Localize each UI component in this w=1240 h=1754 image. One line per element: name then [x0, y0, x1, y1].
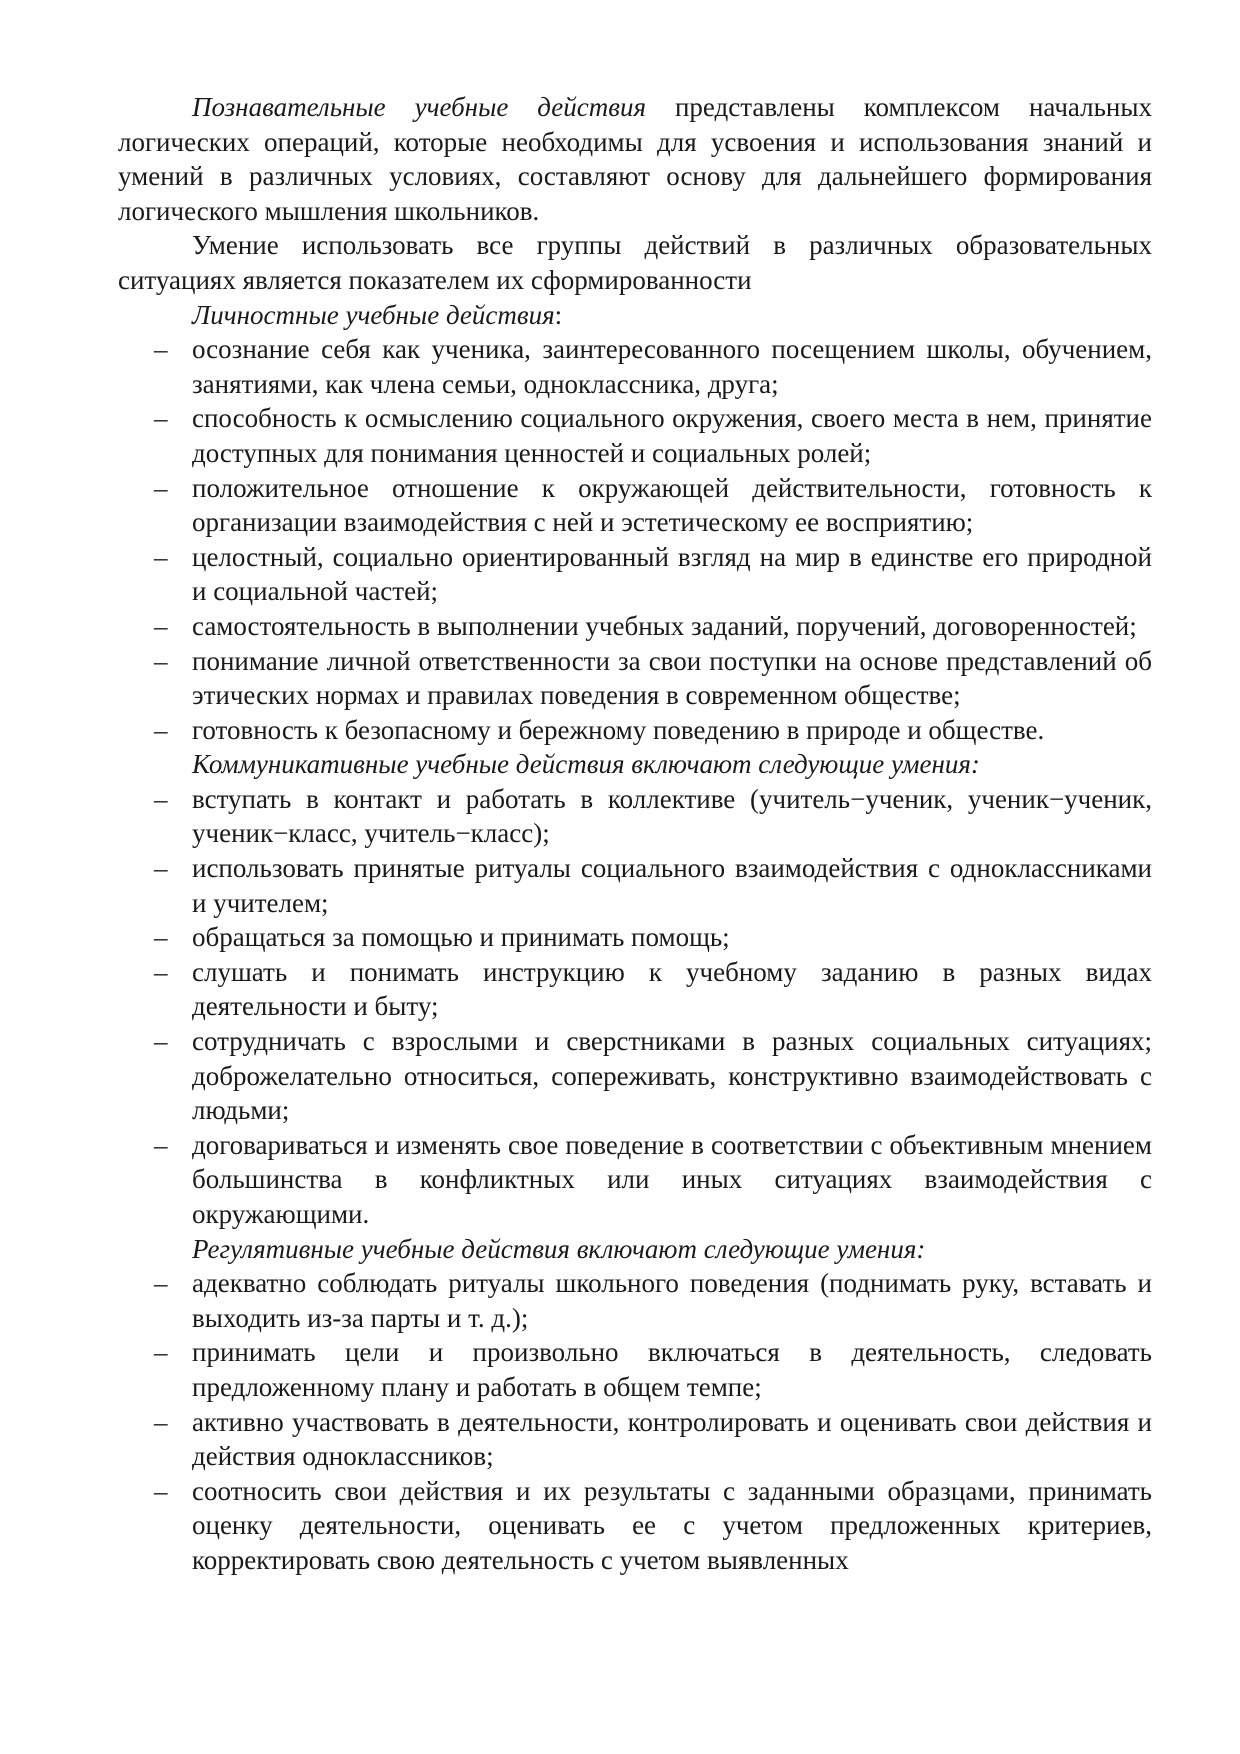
bullet-dash: – [154, 714, 168, 745]
list-item [118, 851, 1152, 920]
bullet-dash: – [154, 922, 168, 953]
list-item-text: осознание себя как ученика, заинтересованного посещением школы, обучением, занятиями, как члена семьи, одноклассника, друга; [192, 334, 1152, 399]
list-item-text: активно участвовать в деятельности, контролировать и оценивать свои действия и действия одноклассников; [192, 1406, 1152, 1472]
list-item-text: положительное отношение к окружающей действительности, готовность к организации взаимодействия с ней и эстетическому ее восприятию; [192, 472, 1152, 538]
personal-heading [118, 298, 1152, 333]
bullet-dash: – [154, 1129, 168, 1160]
bullet-dash: – [154, 1337, 168, 1368]
skills-paragraph: Умение использовать все группы действий в различных образовательных ситуациях является показателем их сформированности [118, 230, 1152, 295]
list-item-text: способность к осмыслению социального окружения, своего места в нем, принятие доступных для понимания ценностей и социальных ролей; [192, 403, 1152, 468]
list-item [118, 471, 1152, 540]
list-item [118, 1335, 1152, 1404]
list-item-text: договариваться и изменять свое поведение в соответствии с объективным мнением большинства в конфликтных или иных ситуациях взаимодействия с окружающими. [192, 1129, 1152, 1229]
bullet-dash: – [154, 610, 168, 641]
bullet-dash: – [154, 334, 168, 365]
list-item [118, 1024, 1152, 1128]
list-item [118, 955, 1152, 1024]
cognitive-text: представлены комплексом начальных логических операций, которые необходимы для усвоения и использования знаний и умений в различных условиях, составляют основу для дальнейшего формирования логического мышления школьников. [118, 92, 1152, 226]
bullet-dash: – [154, 1475, 168, 1506]
personal-list [118, 332, 1152, 747]
list-item-text: использовать принятые ритуалы социального взаимодействия с одноклассниками и учителем; [192, 853, 1152, 918]
bullet-dash: – [154, 853, 168, 884]
list-item [118, 609, 1152, 644]
list-item [118, 782, 1152, 851]
personal-heading-colon: : [554, 299, 563, 330]
list-item-text: соотносить свои действия и их результаты с заданными образцами, принимать оценку деятельности, оценивать ее с учетом предложенных критериев, корректировать свою деятельность с учетом выявленных [192, 1475, 1152, 1575]
bullet-dash: – [154, 783, 168, 814]
bullet-dash: – [154, 1406, 168, 1437]
bullet-dash: – [154, 403, 168, 434]
document-page [118, 90, 1152, 1578]
bullet-dash: – [154, 645, 168, 676]
list-item [118, 1405, 1152, 1474]
list-item-text: целостный, социально ориентированный взгляд на мир в единстве его природной и социальной частей; [192, 541, 1152, 607]
list-item [118, 1474, 1152, 1578]
list-item [118, 713, 1152, 748]
regulatory-list [118, 1266, 1152, 1577]
list-item-text: сотрудничать с взрослыми и сверстниками в разных социальных ситуациях; доброжелательно относиться, сопереживать, конструктивно взаимодействовать с людьми; [192, 1026, 1152, 1126]
list-item [118, 540, 1152, 609]
bullet-dash: – [154, 1268, 168, 1299]
communicative-list [118, 782, 1152, 1232]
list-item-text: обращаться за помощью и принимать помощь; [192, 922, 730, 953]
bullet-dash: – [154, 472, 168, 503]
list-item-text: вступать в контакт и работать в коллективе (учитель−ученик, ученик−ученик, ученик−класс, учитель−класс); [192, 783, 1152, 849]
list-item [118, 644, 1152, 713]
list-item-text: адекватно соблюдать ритуалы школьного поведения (поднимать руку, вставать и выходить из-за парты и т. д.); [192, 1268, 1152, 1333]
list-item [118, 1266, 1152, 1335]
regulatory-heading: Регулятивные учебные действия включают следующие умения: [192, 1233, 926, 1264]
list-item [118, 401, 1152, 470]
list-item [118, 332, 1152, 401]
bullet-dash: – [154, 956, 168, 987]
list-item-text: самостоятельность в выполнении учебных заданий, поручений, договоренностей; [192, 610, 1137, 641]
list-item-text: понимание личной ответственности за свои поступки на основе представлений об этических нормах и правилах поведения в современном обществе; [192, 645, 1152, 711]
personal-heading-text: Личностные учебные действия [192, 299, 555, 330]
list-item-text: слушать и понимать инструкцию к учебному заданию в разных видах деятельности и быту; [192, 956, 1152, 1022]
list-item [118, 1128, 1152, 1232]
communicative-heading: Коммуникативные учебные действия включают следующие умения: [192, 749, 980, 780]
cognitive-term: Познавательные учебные действия [192, 92, 647, 122]
cognitive-paragraph [118, 90, 1152, 228]
list-item [118, 920, 1152, 955]
bullet-dash: – [154, 1026, 168, 1057]
bullet-dash: – [154, 541, 168, 572]
list-item-text: готовность к безопасному и бережному поведению в природе и обществе. [192, 714, 1045, 745]
list-item-text: принимать цели и произвольно включаться в деятельность, следовать предложенному плану и работать в общем темпе; [192, 1337, 1152, 1402]
